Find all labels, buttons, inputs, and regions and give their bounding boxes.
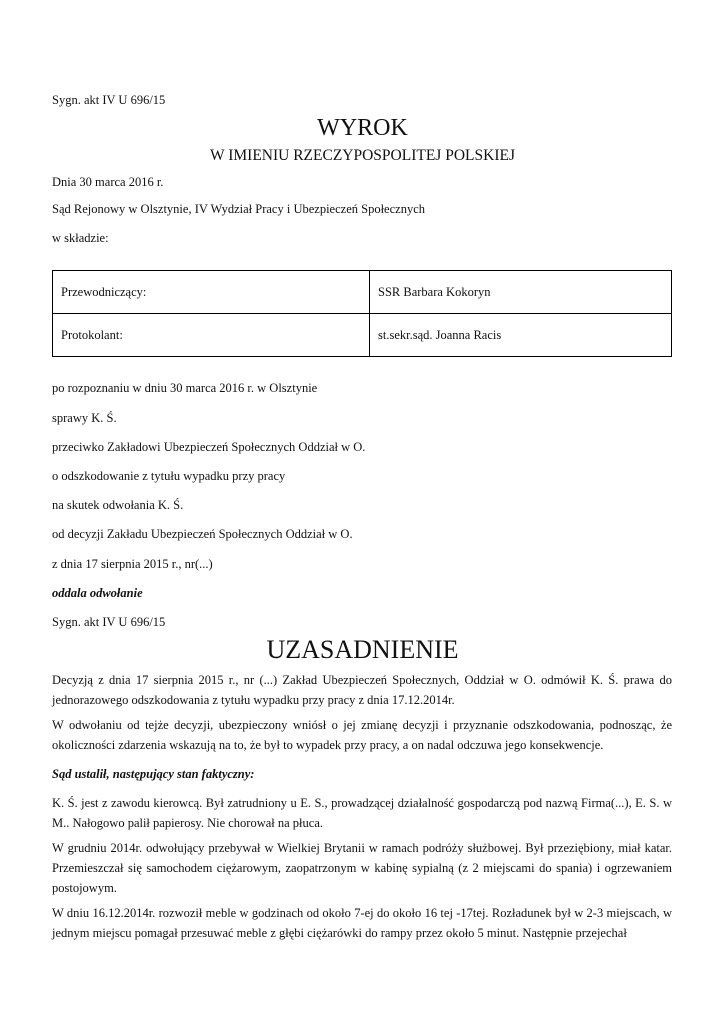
table-row <box>53 314 672 357</box>
panel-role-clerk: Protokolant: <box>53 314 370 357</box>
composition-label: w składzie: <box>52 231 109 245</box>
judgment-date: Dnia 30 marca 2016 r. <box>52 175 164 189</box>
facts-heading: Sąd ustalił, następujący stan faktyczny: <box>52 767 255 781</box>
justification-paragraph: K. Ś. jest z zawodu kierowcą. Był zatrudniony u E. S., prowadzącej działalność gospodarczą pod nazwą Firma(...), E. S. w M.. Nałogowo palił papierosy. Nie chorował na płuca. <box>52 796 672 830</box>
table-row <box>53 271 672 314</box>
case-number-bottom: Sygn. akt IV U 696/15 <box>52 615 166 629</box>
judgment-title: WYROK <box>317 115 408 141</box>
judgment-subtitle: W IMIENIU RZECZYPOSPOLITEJ POLSKIEJ <box>210 147 515 164</box>
case-number-top: Sygn. akt IV U 696/15 <box>52 93 166 107</box>
ruling-line: od decyzji Zakładu Ubezpieczeń Społecznych Oddział w O. <box>52 527 353 541</box>
panel-name-clerk: st.sekr.sąd. Joanna Racis <box>370 314 672 357</box>
justification-paragraph: Decyzją z dnia 17 sierpnia 2015 r., nr (...) Zakład Ubezpieczeń Społecznych, Oddział w O. odmówił K. Ś. prawa do jednorazowego odszkodowania z tytułu wypadku przy pracy z dnia 17.12.2014r. <box>52 673 672 707</box>
justification-paragraph: W odwołaniu od tejże decyzji, ubezpieczony wniósł o jej zmianę decyzji i przyznanie odszkodowania, podnosząc, że okoliczności zdarzenia wskazują na to, że był to wypadek przy pracy, a on nadal odczuwa jego konsekwencje. <box>52 718 672 752</box>
justification-title: UZASADNIENIE <box>266 635 459 664</box>
ruling-line: sprawy K. Ś. <box>52 411 117 425</box>
court-panel-table <box>52 270 672 357</box>
ruling-line: z dnia 17 sierpnia 2015 r., nr(...) <box>52 557 213 571</box>
panel-role-presiding: Przewodniczący: <box>53 271 370 314</box>
verdict: oddala odwołanie <box>52 586 143 600</box>
court-name: Sąd Rejonowy w Olsztynie, IV Wydział Pracy i Ubezpieczeń Społecznych <box>52 202 425 216</box>
panel-name-presiding: SSR Barbara Kokoryn <box>370 271 672 314</box>
ruling-line: na skutek odwołania K. Ś. <box>52 498 184 512</box>
justification-paragraph: W grudniu 2014r. odwołujący przebywał w Wielkiej Brytanii w ramach podróży służbowej. Był przeziębiony, miał katar. Przemieszczał się samochodem ciężarowym, zaopatrzonym w kabinę sypialną (z 2 miejscami do spania) i ogrzewaniem postojowym. <box>52 841 672 895</box>
ruling-line: po rozpoznaniu w dniu 30 marca 2016 r. w Olsztynie <box>52 381 318 395</box>
ruling-line: o odszkodowanie z tytułu wypadku przy pracy <box>52 469 286 483</box>
justification-paragraph: W dniu 16.12.2014r. rozwoził meble w godzinach od około 7-ej do około 16 tej -17tej. Rozładunek był w 2-3 miejscach, w jednym miejscu pomagał przesuwać meble z głębi ciężarówki do rampy przez około 5 minut. Następnie przejechał <box>52 906 672 940</box>
ruling-line: przeciwko Zakładowi Ubezpieczeń Społecznych Oddział w O. <box>52 440 366 454</box>
